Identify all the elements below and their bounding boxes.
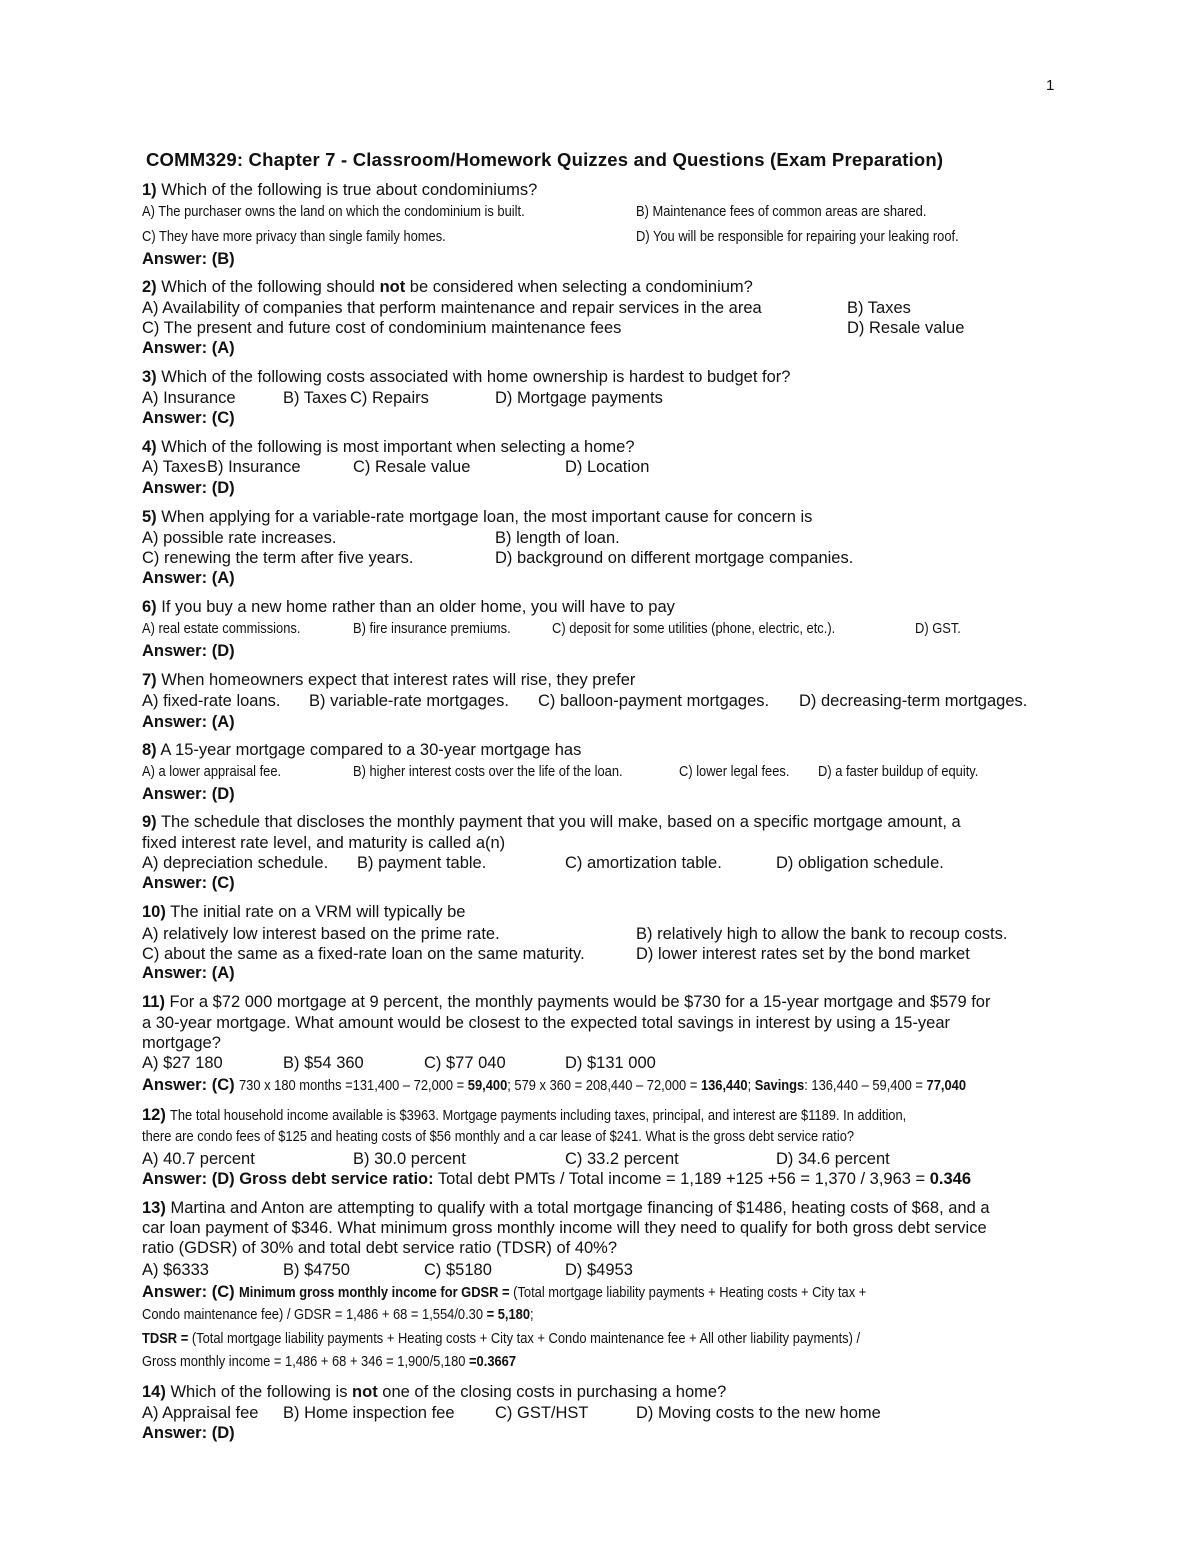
question-text: there are condo fees of $125 and heating costs of $56 monthly and a car lease of $241. What is the gross debt service ratio? [142,1128,855,1145]
answer-option [847,318,964,338]
option: D) GST. [915,620,961,637]
answer-line [142,568,235,588]
answer-value: (D) [211,642,235,660]
option: A) The purchaser owns the land on which the condominium is built. [142,203,525,220]
answer-value: (C) [211,409,235,427]
answer-option [283,1053,364,1073]
option: C) Resale value [353,458,471,476]
answer-option [565,1149,679,1169]
answer-option [679,762,789,782]
answer-option [142,318,621,338]
answer-label: Answer: [142,1283,208,1301]
answer-option [142,1260,209,1280]
question-stem [142,597,675,617]
option: B) Insurance [207,458,301,476]
answer-option [353,762,623,782]
answer-value: (A) [211,713,235,731]
text: Gross monthly income = 1,486 + 68 + 346 = 1,900/5,180 [142,1353,470,1370]
option: D) 34.6 percent [776,1150,890,1168]
question-text: When homeowners expect that interest rates will rise, they prefer [161,671,636,689]
answer-label: Answer: [142,713,208,731]
answer-line [142,1169,971,1189]
answer-option [565,1260,633,1280]
explanation-text: Total debt PMTs / Total income = 1,189 +125 +56 = 1,370 / 3,963 = [433,1170,930,1188]
answer-option [353,1149,466,1169]
question-stem-continued [142,1033,221,1053]
answer-label: Answer: [142,874,208,892]
answer-option [353,619,511,639]
option: A) Insurance [142,389,236,407]
question-text: When applying for a variable-rate mortgage loan, the most important cause for concern is [161,508,813,526]
option: A) fixed-rate loans. [142,692,281,710]
answer-option [142,853,328,873]
question-text: Which of the following is [170,1383,353,1401]
answer-option [142,388,236,408]
question-number: 14) [142,1383,166,1401]
explanation-text: 0.346 [929,1170,972,1188]
option: C) $5180 [424,1261,492,1279]
answer-explanation [239,1076,966,1096]
answer-value: (D) [211,479,235,497]
question-stem [142,507,812,527]
answer-line [142,338,235,358]
question-text: For a $72 000 mortgage at 9 percent, the monthly payments would be $730 for a 15-year mortgage and $579 for [169,993,991,1011]
option: B) payment table. [357,854,487,872]
text: = 5,180 [486,1306,530,1323]
question-stem [142,1198,990,1218]
answer-value: (A) [211,964,235,982]
option: A) Taxes [142,458,206,476]
question-stem [142,437,635,457]
option: C) 33.2 percent [565,1150,679,1168]
answer-option [142,762,281,782]
answer-option [142,924,500,944]
question-stem [142,812,961,832]
question-text: Which of the following costs associated with home ownership is hardest to budget for? [161,368,791,386]
answer-label: Answer: [142,1424,208,1442]
question-number: 12) [142,1106,166,1124]
option: D) obligation schedule. [776,854,944,872]
answer-value: (A) [211,339,235,357]
answer-line [142,249,235,269]
option: D) Resale value [847,319,965,337]
explanation-text: Minimum gross monthly income for GDSR = [239,1284,510,1301]
answer-label: Answer: [142,339,208,357]
text: ; [529,1306,534,1323]
answer-option [142,619,300,639]
option: A) relatively low interest based on the prime rate. [142,925,500,943]
answer-option [636,924,1007,944]
option: D) $4953 [565,1261,633,1279]
answer-option [309,691,509,711]
answer-value: (C) [211,874,235,892]
question-number: 8) [142,741,157,759]
answer-option [538,691,769,711]
answer-option [142,944,585,964]
option: B) relatively high to allow the bank to recoup costs. [636,925,1008,943]
option: A) $6333 [142,1261,209,1279]
question-text: not [352,1383,378,1401]
question-number: 6) [142,598,157,616]
question-number: 5) [142,508,157,526]
question-text: ratio (GDSR) of 30% and total debt service ratio (TDSR) of 40%? [142,1239,618,1257]
text: Condo maintenance fee) / GDSR = 1,486 + 68 = 1,554/0.30 [142,1306,487,1323]
question-number: 7) [142,671,157,689]
answer-label: Answer: [142,1170,208,1188]
question-stem-continued [142,1013,950,1033]
answer-value: (C) [211,1076,235,1094]
option: A) possible rate increases. [142,529,337,547]
answer-option [142,298,762,318]
question-text: one of the closing costs in purchasing a home? [377,1383,727,1401]
explanation-text: 77,040 [926,1077,967,1094]
answer-option [142,457,206,477]
text: (Total mortgage liability payments + Heating costs + City tax + Condo maintenance fee + All other liability payments) / [188,1330,861,1347]
question-number: 4) [142,438,157,456]
answer-option [283,1260,350,1280]
answer-value: (C) [211,1283,235,1301]
answer-option [818,762,978,782]
question-text: not [379,278,406,296]
question-text: A 15-year mortgage compared to a 30-year mortgage has [160,741,582,759]
answer-option [776,853,944,873]
answer-option [495,1403,589,1423]
answer-option [283,388,347,408]
document-title: COMM329: Chapter 7 - Classroom/Homework Quizzes and Questions (Exam Preparation) [146,149,944,170]
option: C) about the same as a fixed-rate loan on the same maturity. [142,945,585,963]
question-number: 13) [142,1199,166,1217]
answer-option [424,1260,492,1280]
option: A) Availability of companies that perform maintenance and repair services in the area [142,299,762,317]
answer-label: Answer: [142,569,208,587]
answer-option [357,853,486,873]
option: A) real estate commissions. [142,620,301,637]
explanation-text: ; 579 x 360 = 208,440 – 72,000 = [507,1077,702,1094]
answer-option [353,457,470,477]
answer-line [142,784,235,804]
question-text: The total household income available is $3963. Mortgage payments including taxes, principal, and interest are $1189. In addition, [170,1107,907,1124]
answer-line [142,1075,1085,1096]
answer-option [142,202,525,222]
answer-label: Answer: [142,479,208,497]
answer-line [142,873,235,893]
question-stem [142,992,990,1012]
question-stem [142,902,465,922]
option: C) renewing the term after five years. [142,549,414,567]
answer-option [142,548,413,568]
question-number: 2) [142,278,157,296]
option: D) Location [565,458,650,476]
answer-label: Answer: [142,1076,208,1094]
answer-label: Answer: [142,964,208,982]
answer-line [142,408,235,428]
answer-option [565,853,722,873]
explanation-text: : 136,440 – 59,400 = [804,1077,927,1094]
answer-line [142,1282,969,1303]
answer-option [495,548,853,568]
question-text: The schedule that discloses the monthly payment that you will make, based on a specific mortgage amount, a [160,813,961,831]
option: B) 30.0 percent [353,1150,466,1168]
question-stem-continued [142,1238,617,1258]
option: B) higher interest costs over the life of the loan. [353,763,623,780]
explanation-text: Gross debt service ratio: [239,1170,434,1188]
question-number: 9) [142,813,157,831]
question-stem [142,670,635,690]
answer-option [350,388,429,408]
question-stem [142,180,537,200]
answer-label: Answer: [142,250,208,268]
answer-line [142,641,235,661]
option: C) GST/HST [495,1404,589,1422]
answer-option [142,1149,255,1169]
answer-explanation-line [142,1352,516,1372]
question-stem [142,1382,726,1402]
answer-option [207,457,301,477]
answer-label: Answer: [142,785,208,803]
answer-option [552,619,835,639]
option: A) Appraisal fee [142,1404,259,1422]
option: B) Taxes [283,389,347,407]
answer-option [283,1403,455,1423]
answer-option [142,528,336,548]
option: D) lower interest rates set by the bond market [636,945,970,963]
answer-explanation-line [142,1329,860,1349]
text: TDSR = [142,1330,189,1347]
explanation-text: 136,440 [701,1077,748,1094]
option: D) a faster buildup of equity. [818,763,979,780]
option: B) variable-rate mortgages. [309,692,509,710]
question-number: 3) [142,368,157,386]
answer-value: (A) [211,569,235,587]
option: B) Home inspection fee [283,1404,455,1422]
option: B) fire insurance premiums. [353,620,511,637]
question-text: The initial rate on a VRM will typically be [170,903,466,921]
question-text: fixed interest rate level, and maturity is called a(n) [142,834,506,852]
option: C) lower legal fees. [679,763,790,780]
question-text: mortgage? [142,1034,221,1052]
answer-explanation [239,1170,971,1188]
option: D) You will be responsible for repairing your leaking roof. [636,228,959,245]
question-stem-continued [142,1127,854,1147]
text: =0.3667 [469,1353,517,1370]
answer-value: (D) [211,785,235,803]
page-number: 1 [1046,77,1055,94]
answer-option [847,298,911,318]
option: A) $27 180 [142,1054,223,1072]
option: B) Taxes [847,299,911,317]
answer-option [495,528,620,548]
answer-value: (B) [211,250,235,268]
answer-value: (D) [211,1424,235,1442]
explanation-text: ; [747,1077,755,1094]
option: D) decreasing-term mortgages. [799,692,1028,710]
option: A) 40.7 percent [142,1150,255,1168]
question-stem-continued [142,1218,987,1238]
option: C) Repairs [350,389,429,407]
answer-option [799,691,1027,711]
question-stem [142,1105,1027,1126]
question-stem [142,740,581,760]
answer-option [636,944,970,964]
question-number: 11) [142,993,165,1011]
answer-option [565,457,649,477]
answer-option [776,1149,890,1169]
option: C) They have more privacy than single family homes. [142,228,446,245]
answer-option [424,1053,506,1073]
option: B) $54 360 [283,1054,364,1072]
answer-option [565,1053,656,1073]
explanation-text: (Total mortgage liability payments + Heating costs + City tax + [509,1284,867,1301]
answer-label: Answer: [142,642,208,660]
option: D) Moving costs to the new home [636,1404,881,1422]
option: C) amortization table. [565,854,722,872]
answer-option [142,1053,223,1073]
answer-option [142,691,280,711]
question-text: Which of the following is most important when selecting a home? [161,438,635,456]
answer-line [142,1423,235,1443]
question-text: be considered when selecting a condominium? [405,278,753,296]
answer-line [142,478,235,498]
answer-value: (D) [211,1170,235,1188]
answer-option [636,1403,881,1423]
option: A) depreciation schedule. [142,854,329,872]
answer-explanation-line [142,1305,534,1325]
question-text: Which of the following is true about condominiums? [161,181,538,199]
option: B) length of loan. [495,529,620,547]
question-text: Which of the following should [161,278,380,296]
question-text: If you buy a new home rather than an older home, you will have to pay [161,598,675,616]
question-text: Martina and Anton are attempting to qualify with a total mortgage financing of $1486, heating costs of $68, and a [170,1199,990,1217]
answer-option [495,388,663,408]
answer-line [142,963,235,983]
answer-label: Answer: [142,409,208,427]
answer-option [636,227,959,247]
answer-line [142,712,235,732]
option: D) background on different mortgage companies. [495,549,854,567]
answer-option [636,202,926,222]
question-text: car loan payment of $346. What minimum gross monthly income will they need to qualify for both gross debt service [142,1219,987,1237]
explanation-text: 730 x 180 months =131,400 – 72,000 = [239,1077,469,1094]
question-number: 1) [142,181,157,199]
option: C) balloon-payment mortgages. [538,692,770,710]
option: B) $4750 [283,1261,350,1279]
option: C) deposit for some utilities (phone, electric, etc.). [552,620,836,637]
answer-option [142,1403,258,1423]
option: A) a lower appraisal fee. [142,763,282,780]
question-number: 10) [142,903,166,921]
answer-explanation [239,1283,866,1303]
explanation-text: Savings [754,1077,805,1094]
answer-option [142,227,446,247]
answer-option [915,619,961,639]
option: C) $77 040 [424,1054,506,1072]
option: C) The present and future cost of condominium maintenance fees [142,319,622,337]
question-stem-continued [142,833,505,853]
question-text: a 30-year mortgage. What amount would be closest to the expected total savings in interest by using a 15-year [142,1014,951,1032]
explanation-text: 59,400 [468,1077,508,1094]
question-stem [142,277,753,297]
option: D) $131 000 [565,1054,656,1072]
option: D) Mortgage payments [495,389,663,407]
option: B) Maintenance fees of common areas are shared. [636,203,927,220]
question-stem [142,367,790,387]
